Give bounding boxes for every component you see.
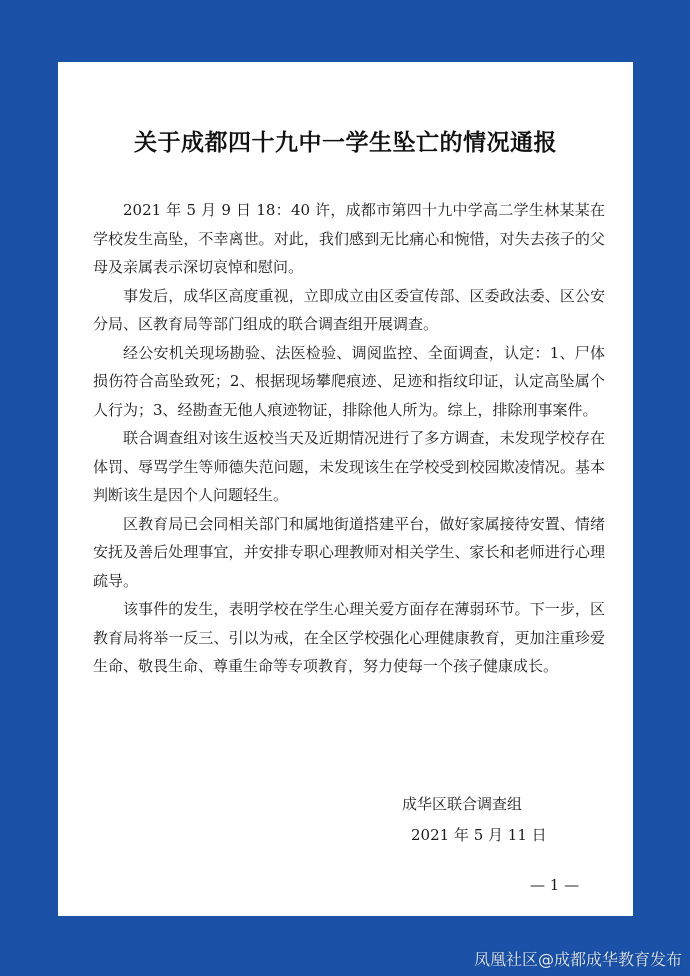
watermark: 凤凰社区@成都成华教育发布	[473, 950, 682, 969]
document-title: 关于成都四十九中一学生坠亡的情况通报	[134, 129, 557, 156]
paragraph-3: 经公安机关现场勘验、法医检验、调阅监控、全面调查，认定：1、尸体损伤符合高坠致死；2、根据现场攀爬痕迹、足迹和指纹印证，认定高坠属个人行为；3、经勘查无他人痕迹物证，排除他人所为。综上，排除刑事案件。	[93, 343, 605, 419]
paragraph-6: 该事件的发生，表明学校在学生心理关爱方面存在薄弱环节。下一步，区教育局将举一反三、引以为戒，在全区学校强化心理健康教育，更加注重珍爱生命、敬畏生命、尊重生命等专项教育，努力使每一个孩子健康成长。	[93, 600, 605, 675]
paragraph-4: 联合调查组对该生返校当天及近期情况进行了多方调查，未发现学校存在体罚、辱骂学生等师德失范问题，未发现该生在学校受到校园欺凌情况。基本判断该生是因个人问题轻生。	[93, 429, 605, 504]
notice-document	[58, 62, 633, 916]
paragraph-2: 事发后，成华区高度重视，立即成立由区委宣传部、区委政法委、区公安分局、区教育局等部门组成的联合调查组开展调查。	[93, 286, 605, 333]
issue-date: 2021 年 5 月 11 日	[411, 826, 547, 844]
page-number: — 1 —	[530, 876, 580, 894]
paragraph-5: 区教育局已会同相关部门和属地街道搭建平台，做好家属接待安置、情绪安抚及善后处理事宜，并安排专职心理教师对相关学生、家长和老师进行心理疏导。	[93, 514, 605, 590]
signature: 成华区联合调查组	[402, 795, 523, 813]
paragraph-1: 2021 年 5 月 9 日 18：40 许，成都市第四十九中学高二学生林某某在学校发生高坠，不幸离世。对此，我们感到无比痛心和惋惜，对失去孩子的父母及亲属表示深切哀悼和慰问。	[93, 201, 605, 276]
document-body	[93, 196, 605, 681]
